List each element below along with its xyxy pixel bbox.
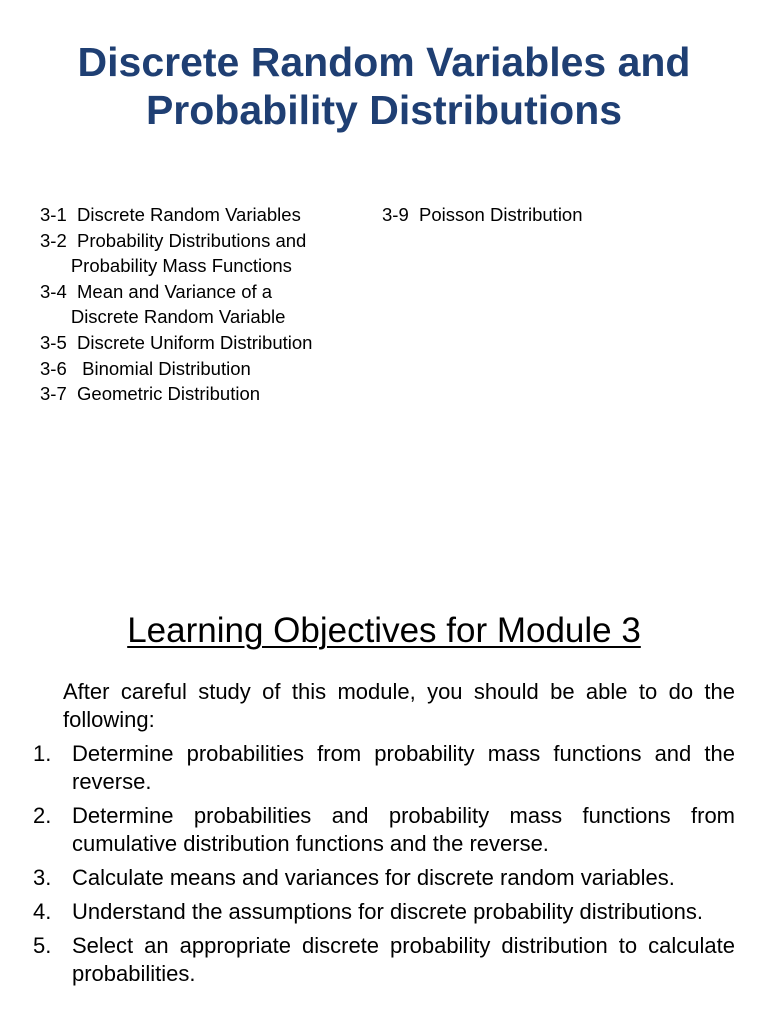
toc-entry: 3-2 Probability Distributions and (40, 229, 307, 251)
toc-entry: 3-4 Mean and Variance of a (40, 280, 273, 302)
title-line-2: Probability Distributions (145, 87, 623, 133)
list-item-number: 3. (33, 865, 52, 890)
page-title (0, 38, 768, 134)
toc-entry: 3-7 Geometric Distribution (40, 383, 261, 405)
list-item (30, 802, 735, 858)
list-item (30, 932, 735, 988)
toc-entry: 3-5 Discrete Uniform Distribution (40, 331, 313, 353)
list-item-number: 1. (33, 741, 52, 766)
list-item-number: 2. (33, 803, 52, 828)
toc-left-column (40, 202, 312, 407)
title-line-1: Discrete Random Variables and (77, 39, 691, 85)
toc-entry: 3-9 Poisson Distribution (382, 204, 583, 225)
list-item (30, 898, 735, 926)
toc-entry: 3-1 Discrete Random Variables (40, 204, 301, 225)
list-item-text: Calculate means and variances for discrete random variables. (72, 865, 675, 890)
list-item-text: Determine probabilities from probability mass functions and the reverse. (72, 741, 735, 794)
objectives-heading: Learning Objectives for Module 3 (127, 611, 641, 650)
list-item-number: 5. (33, 933, 52, 958)
list-item-number: 4. (33, 899, 52, 924)
list-item (30, 864, 735, 892)
list-item-text: Select an appropriate discrete probability distribution to calculate probabilities. (72, 933, 735, 986)
toc-entry: Discrete Random Variable (40, 306, 286, 328)
list-item-text: Determine probabilities and probability mass functions from cumulative distribution functions and the reverse. (72, 803, 735, 856)
toc-right-column (382, 202, 583, 228)
list-item-text: Understand the assumptions for discrete probability distributions. (72, 899, 703, 924)
list-item (30, 740, 735, 796)
toc-entry: Probability Mass Functions (40, 255, 292, 277)
objectives-intro: After careful study of this module, you should be able to do the following: (63, 679, 735, 732)
toc-entry: 3-6 Binomial Distribution (40, 357, 251, 379)
objectives-list (30, 740, 735, 994)
